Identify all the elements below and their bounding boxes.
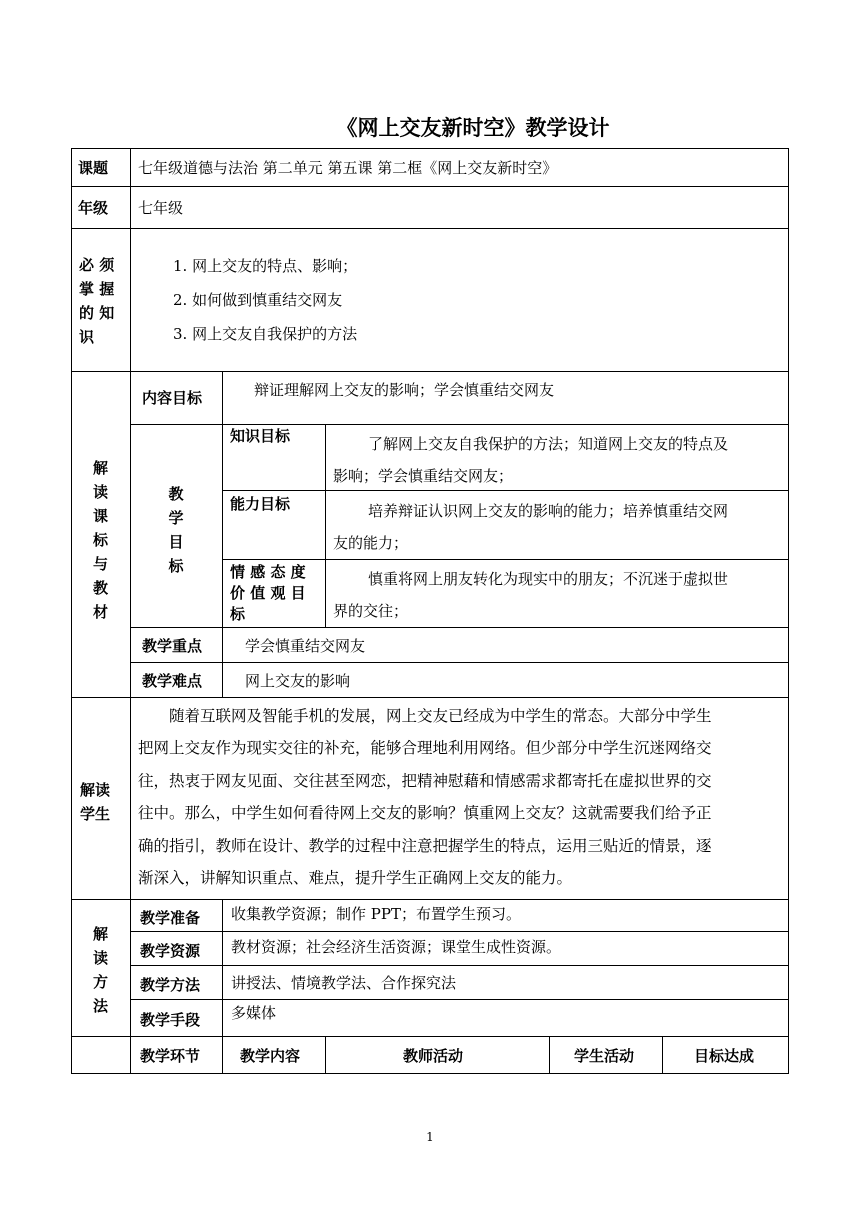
- knowledge-label-line: 必 须: [79, 256, 115, 274]
- knowledge-label-line: 的 知: [79, 304, 115, 322]
- students-line: 随着互联网及智能手机的发展，网上交友已经成为中学生的常态。大部分中学生: [169, 707, 712, 725]
- students-label-line: 学生: [80, 805, 111, 823]
- teaching-goal-char: 目: [168, 533, 184, 551]
- methods-label: [71, 922, 130, 1018]
- topic-label: 课题: [78, 159, 109, 177]
- knowledge-item: 1. 网上交友的特点、影响；: [173, 257, 358, 275]
- topic-value: 七年级道德与法治 第二单元 第五课 第二框《网上交友新时空》: [138, 159, 558, 177]
- methods-label-char: 法: [92, 997, 108, 1015]
- knowledge-goal-label: 知识目标: [230, 427, 291, 445]
- teaching-goal-char: 教: [168, 485, 184, 503]
- header-student-activity: 学生活动: [574, 1047, 635, 1065]
- teaching-goal-char: 学: [168, 509, 184, 527]
- students-line: 渐深入，讲解知识重点、难点，提升学生正确网上交友的能力。: [138, 869, 573, 888]
- curriculum-label-char: 读: [92, 483, 108, 501]
- ability-goal-value: [333, 495, 783, 559]
- teaching-goal-label: [130, 482, 222, 578]
- methods-label-char: 读: [92, 949, 108, 967]
- students-line: 往，热衷于网友见面、交往甚至网恋，把精神慰藉和情感需求都寄托在虚拟世界的交: [138, 771, 712, 790]
- resources-value: 教材资源；社会经济生活资源；课堂生成性资源。: [231, 938, 562, 956]
- emotion-goal-label-line: 标: [230, 605, 246, 623]
- teaching-goal-char: 标: [168, 557, 184, 575]
- emotion-goal-line: 慎重将网上朋友转化为现实中的朋友；不沉迷于虚拟世: [368, 570, 729, 588]
- curriculum-label-char: 教: [92, 579, 108, 597]
- header-stage: 教学环节: [140, 1047, 201, 1065]
- prep-label: 教学准备: [140, 909, 201, 927]
- page-number: 1: [426, 1130, 434, 1144]
- methods-label-char: 解: [92, 925, 108, 943]
- means-value: 多媒体: [231, 1004, 277, 1022]
- ability-goal-label: 能力目标: [230, 495, 291, 513]
- curriculum-label-char: 材: [92, 603, 108, 621]
- knowledge-goal-value: [333, 428, 783, 492]
- means-label: 教学手段: [140, 1011, 201, 1029]
- prep-value: 收集教学资源；制作 PPT；布置学生预习。: [231, 905, 521, 923]
- students-analysis: [138, 700, 784, 894]
- knowledge-label-line: 掌 握: [79, 280, 115, 298]
- difficulty-label: 教学难点: [142, 672, 203, 690]
- method-value: 讲授法、情境教学法、合作探究法: [231, 974, 457, 992]
- key-point-label: 教学重点: [142, 637, 203, 655]
- students-line: 确的指引，教师在设计、教学的过程中注意把握学生的特点，运用三贴近的情景，逐: [138, 836, 712, 855]
- knowledge-goal-line: 影响；学会慎重结交网友；: [333, 467, 514, 485]
- ability-goal-line: 培养辩证认识网上交友的影响的能力；培养慎重结交网: [368, 502, 729, 520]
- difficulty-value: 网上交友的影响: [245, 672, 351, 690]
- content-goal-value: 辩证理解网上交友的影响；学会慎重结交网友: [254, 381, 555, 399]
- students-line: 把网上交友作为现实交往的补充，能够合理地利用网络。但少部分中学生沉迷网络交: [138, 739, 712, 758]
- resources-label: 教学资源: [140, 942, 201, 960]
- curriculum-label-char: 解: [92, 459, 108, 477]
- knowledge-list: [173, 249, 357, 351]
- knowledge-goal-line: 了解网上交友自我保护的方法；知道网上交友的特点及: [368, 435, 729, 453]
- content-goal-label: 内容目标: [142, 389, 203, 407]
- emotion-goal-value: [333, 563, 783, 627]
- emotion-goal-line: 界的交往；: [333, 602, 409, 620]
- emotion-goal-label-line: 情 感 态 度: [230, 563, 306, 581]
- document-title: 《网上交友新时空》教学设计: [336, 116, 610, 140]
- knowledge-item: 3. 网上交友自我保护的方法: [173, 325, 358, 343]
- students-line: 往中。那么，中学生如何看待网上交友的影响？慎重网上交友？这就需要我们给予正: [138, 804, 712, 823]
- knowledge-label: [79, 253, 129, 349]
- emotion-goal-label-line: 价 值 观 目: [230, 584, 306, 602]
- curriculum-label-char: 课: [92, 507, 108, 525]
- students-label-line: 解读: [80, 781, 111, 799]
- students-label: [80, 778, 110, 826]
- method-label: 教学方法: [140, 976, 201, 994]
- header-teacher-activity: 教师活动: [403, 1047, 464, 1065]
- curriculum-label: [71, 456, 130, 624]
- methods-label-char: 方: [92, 973, 108, 991]
- header-content: 教学内容: [240, 1047, 301, 1065]
- emotion-goal-label: [230, 562, 306, 625]
- curriculum-label-char: 与: [92, 555, 108, 573]
- grade-label: 年级: [78, 199, 109, 217]
- key-point-value: 学会慎重结交网友: [245, 637, 366, 655]
- header-goal-achievement: 目标达成: [694, 1047, 755, 1065]
- curriculum-label-char: 标: [92, 531, 108, 549]
- grade-value: 七年级: [138, 199, 184, 217]
- ability-goal-line: 友的能力；: [333, 534, 409, 552]
- knowledge-label-line: 识: [79, 328, 95, 346]
- knowledge-item: 2. 如何做到慎重结交网友: [173, 291, 343, 309]
